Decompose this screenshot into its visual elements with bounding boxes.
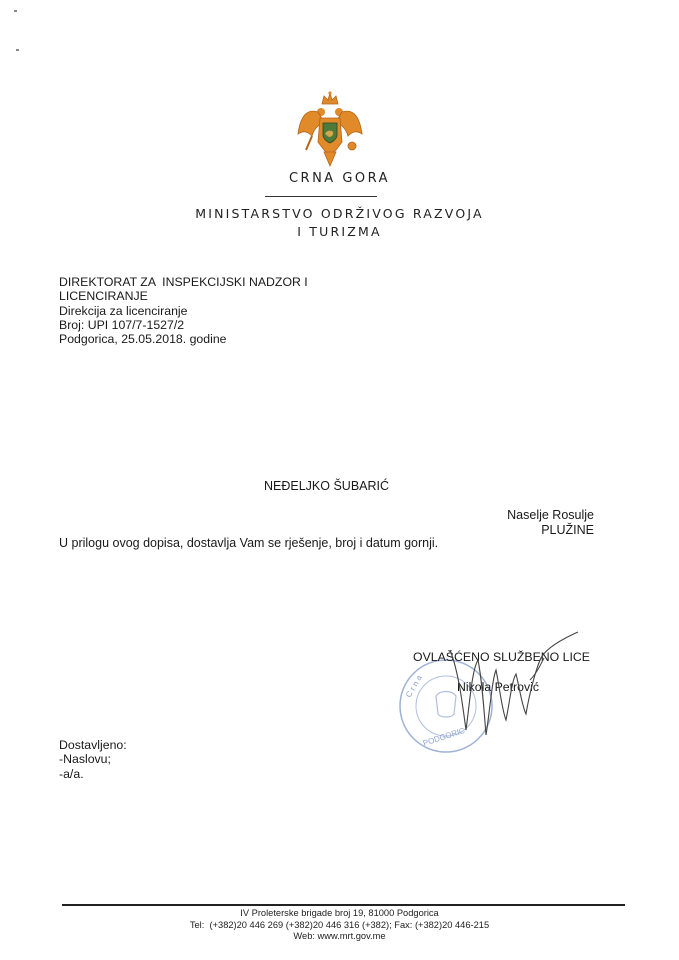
directorate-unit: Direkcija za licenciranje	[59, 303, 188, 318]
recipient-address	[507, 508, 594, 537]
signatory-name: Nikola Petrović	[457, 680, 540, 694]
letter-body: U prilogu ovog dopisa, dostavlja Vam se rješenje, broj i datum gornji.	[59, 536, 439, 550]
delivery-list	[59, 738, 127, 781]
signatory-title: OVLAŠĆENO SLUŽBENO LICE	[413, 650, 590, 664]
svg-text:C r n a: C r n a	[403, 673, 424, 699]
address-line1: Naselje Rosulje	[507, 508, 594, 522]
directorate-line2: LICENCIRANJE	[59, 289, 148, 304]
directorate-line1: DIREKTORAT ZA INSPEKCIJSKI NADZOR I	[59, 275, 308, 289]
coat-of-arms-icon	[292, 90, 368, 168]
ministry-name	[0, 205, 679, 241]
header-divider	[265, 196, 377, 197]
country-name: CRNA GORA	[288, 171, 391, 186]
ministry-name-line2: I TURIZMA	[297, 224, 382, 239]
ministry-name-line1: MINISTARSTVO ODRŽIVOG RAZVOJA	[195, 206, 484, 221]
scan-speck	[14, 10, 17, 12]
place-date: Podgorica, 25.05.2018. godine	[59, 332, 227, 347]
footer-phone: Tel: (+382)20 446 269 (+382)20 446 316 (+382); Fax: (+382)20 446-215	[189, 919, 490, 930]
svg-text:PODGORIC: PODGORIC	[421, 725, 467, 748]
delivery-item: -Naslovu;	[59, 752, 111, 767]
delivery-label: Dostavljeno:	[59, 738, 127, 752]
reference-number: Broj: UPI 107/7-1527/2	[59, 317, 185, 332]
footer-address: IV Proleterske brigade broj 19, 81000 Podgorica	[240, 908, 439, 918]
handwritten-signature-icon	[440, 630, 585, 740]
delivery-item: -a/a.	[59, 766, 84, 781]
address-line2: PLUŽINE	[541, 522, 594, 537]
footer-web: Web: www.mrt.gov.me	[293, 931, 386, 941]
footer	[0, 908, 679, 943]
footer-divider	[62, 904, 625, 906]
scan-speck	[16, 49, 19, 51]
recipient-name: NEĐELJKO ŠUBARIĆ	[264, 479, 390, 493]
sender-block	[59, 275, 308, 346]
